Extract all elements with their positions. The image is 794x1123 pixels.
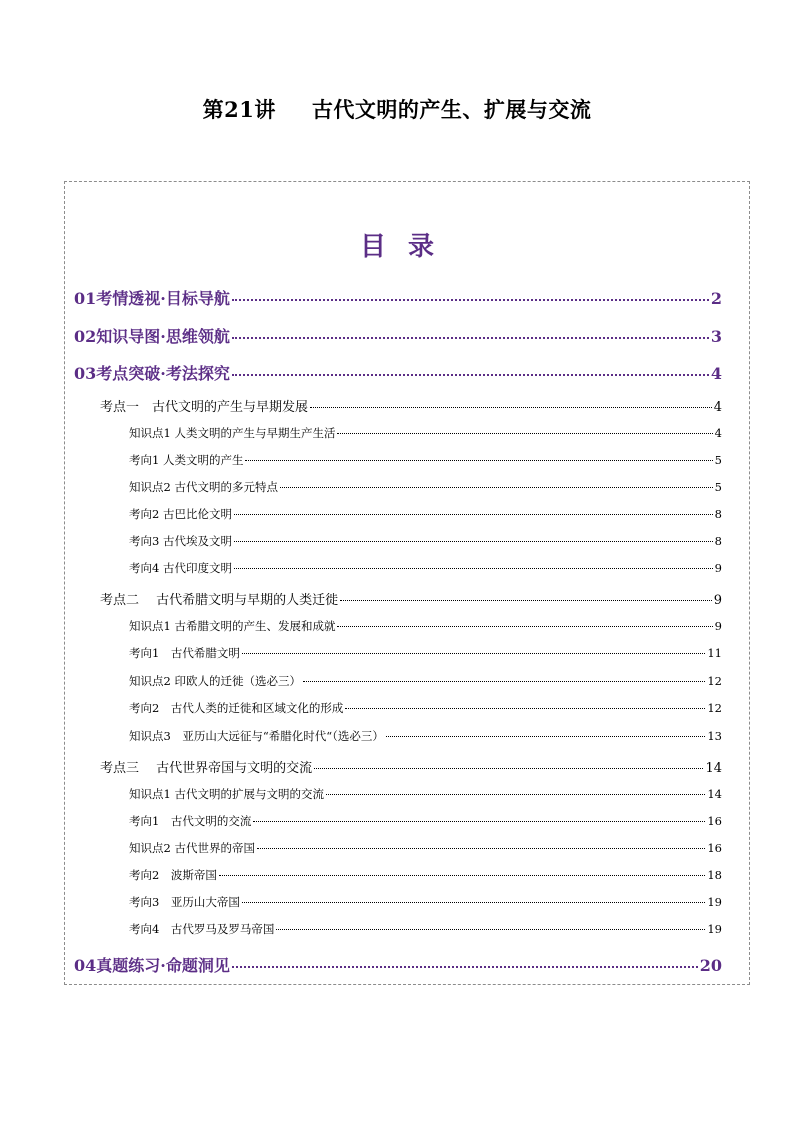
toc-entry-label: 知识点3 亚历山大远征与“希腊化时代“（选必三） xyxy=(129,729,384,743)
toc-entry-page: 16 xyxy=(707,841,722,855)
toc-entry[interactable] xyxy=(129,560,722,576)
toc-leader-dots xyxy=(232,299,709,301)
toc-entry-page: 18 xyxy=(707,868,722,882)
toc-entry-page: 3 xyxy=(710,327,722,346)
toc-leader-dots xyxy=(245,460,712,461)
toc-leader-dots xyxy=(234,568,713,569)
toc-entry-page: 8 xyxy=(714,534,722,548)
toc-entry-page: 19 xyxy=(707,895,722,909)
toc-entry-page: 19 xyxy=(707,922,722,936)
page-title xyxy=(0,94,794,124)
toc-entry-page: 11 xyxy=(707,646,722,660)
toc-entry[interactable] xyxy=(129,645,722,661)
toc-entry-label: 考向4 古代印度文明 xyxy=(129,561,232,575)
toc-leader-dots xyxy=(234,541,713,542)
toc-entry-page: 9 xyxy=(713,593,722,608)
toc-entry-label: 考向3 亚历山大帝国 xyxy=(129,895,240,909)
toc-entry-page: 9 xyxy=(714,561,722,575)
toc-entry-page: 8 xyxy=(714,507,722,521)
toc-entry-label: 知识点2 印欧人的迁徙（选必三） xyxy=(129,674,301,688)
lecture-number: 第21讲 xyxy=(202,97,276,122)
toc-entry-page: 16 xyxy=(707,814,722,828)
toc-entry[interactable] xyxy=(74,361,722,384)
toc-entry[interactable] xyxy=(74,324,722,347)
toc-entry[interactable] xyxy=(129,618,722,634)
toc-entry-label: 考向2 古巴比伦文明 xyxy=(129,507,232,521)
toc-entry[interactable] xyxy=(129,479,722,495)
toc-entry-label: 知识点2 古代世界的帝国 xyxy=(129,841,255,855)
toc-leader-dots xyxy=(345,708,705,709)
toc-heading: 目录 xyxy=(359,232,456,262)
toc-entry-label: 02知识导图·思维领航 xyxy=(74,327,230,346)
toc-entry-page: 12 xyxy=(707,674,722,688)
toc-leader-dots xyxy=(219,875,706,876)
toc-entry-label: 03考点突破·考法探究 xyxy=(74,364,230,383)
toc-entry[interactable] xyxy=(100,589,722,608)
toc-entry-page: 12 xyxy=(707,701,722,715)
toc-entry-label: 考向1 古代希腊文明 xyxy=(129,646,240,660)
toc-entry[interactable] xyxy=(129,921,722,937)
toc-entry-page: 4 xyxy=(713,400,722,415)
toc-entry-label: 考向2 古代人类的迁徙和区域文化的形成 xyxy=(129,701,344,715)
toc-entry-label: 考点一 古代文明的产生与早期发展 xyxy=(100,400,309,415)
toc-entry[interactable] xyxy=(74,953,722,976)
toc-entry-label: 知识点1 人类文明的产生与早期生产生活 xyxy=(129,426,336,440)
toc-entry-page: 5 xyxy=(714,453,722,467)
toc-entry-page: 20 xyxy=(699,956,722,975)
toc-leader-dots xyxy=(232,374,709,376)
toc-entry[interactable] xyxy=(129,728,722,744)
toc-entry[interactable] xyxy=(100,396,722,415)
toc-entry-page: 13 xyxy=(707,729,722,743)
toc-entry[interactable] xyxy=(129,533,722,549)
toc-leader-dots xyxy=(232,337,709,339)
toc-entry[interactable] xyxy=(129,506,722,522)
toc-leader-dots xyxy=(310,407,712,408)
toc-entry-label: 知识点1 古代文明的扩展与文明的交流 xyxy=(129,787,324,801)
toc-leader-dots xyxy=(337,433,712,434)
toc-entry-page: 4 xyxy=(714,426,722,440)
toc-entry[interactable] xyxy=(129,840,722,856)
toc-leader-dots xyxy=(280,487,713,488)
toc-leader-dots xyxy=(276,929,705,930)
toc-entry-label: 知识点1 古希腊文明的产生、发展和成就 xyxy=(129,619,336,633)
toc-entry[interactable] xyxy=(129,813,722,829)
lecture-name: 古代文明的产生、扩展与交流 xyxy=(311,97,592,122)
toc-leader-dots xyxy=(242,653,706,654)
toc-leader-dots xyxy=(337,626,712,627)
toc-entry-label: 知识点2 古代文明的多元特点 xyxy=(129,480,278,494)
toc-entry[interactable] xyxy=(129,867,722,883)
toc-leader-dots xyxy=(314,768,703,769)
toc-leader-dots xyxy=(257,848,705,849)
toc-entry[interactable] xyxy=(100,757,722,776)
toc-entry[interactable] xyxy=(129,452,722,468)
toc-entry-label: 04真题练习·命题洞见 xyxy=(74,956,230,975)
toc-entry-page: 9 xyxy=(714,619,722,633)
toc-leader-dots xyxy=(242,902,706,903)
toc-entry-page: 14 xyxy=(705,761,722,776)
toc-entry-page: 2 xyxy=(710,289,722,308)
toc-entry[interactable] xyxy=(129,673,722,689)
toc-entry-label: 考向3 古代埃及文明 xyxy=(129,534,232,548)
toc-entry-label: 考点三 古代世界帝国与文明的交流 xyxy=(100,761,313,776)
toc-entry-label: 考向2 波斯帝国 xyxy=(129,868,217,882)
toc-entry-label: 考点二 古代希腊文明与早期的人类迁徙 xyxy=(100,593,339,608)
toc-leader-dots xyxy=(232,966,698,968)
toc-entry-label: 01考情透视·目标导航 xyxy=(74,289,230,308)
toc-leader-dots xyxy=(303,681,705,682)
toc-entry[interactable] xyxy=(129,425,722,441)
toc-entry[interactable] xyxy=(129,894,722,910)
toc-entry-label: 考向1 人类文明的产生 xyxy=(129,453,244,467)
toc-leader-dots xyxy=(326,794,705,795)
toc-leader-dots xyxy=(386,736,706,737)
toc-entry-label: 考向4 古代罗马及罗马帝国 xyxy=(129,922,275,936)
toc-entry-page: 4 xyxy=(710,364,722,383)
toc-entry[interactable] xyxy=(129,700,722,716)
toc-entry-page: 14 xyxy=(707,787,722,801)
toc-entry[interactable] xyxy=(129,786,722,802)
toc-entry-label: 考向1 古代文明的交流 xyxy=(129,814,252,828)
toc-leader-dots xyxy=(234,514,713,515)
toc-leader-dots xyxy=(340,600,712,601)
toc-leader-dots xyxy=(253,821,705,822)
toc-entry-page: 5 xyxy=(714,480,722,494)
toc-entry[interactable] xyxy=(74,286,722,309)
